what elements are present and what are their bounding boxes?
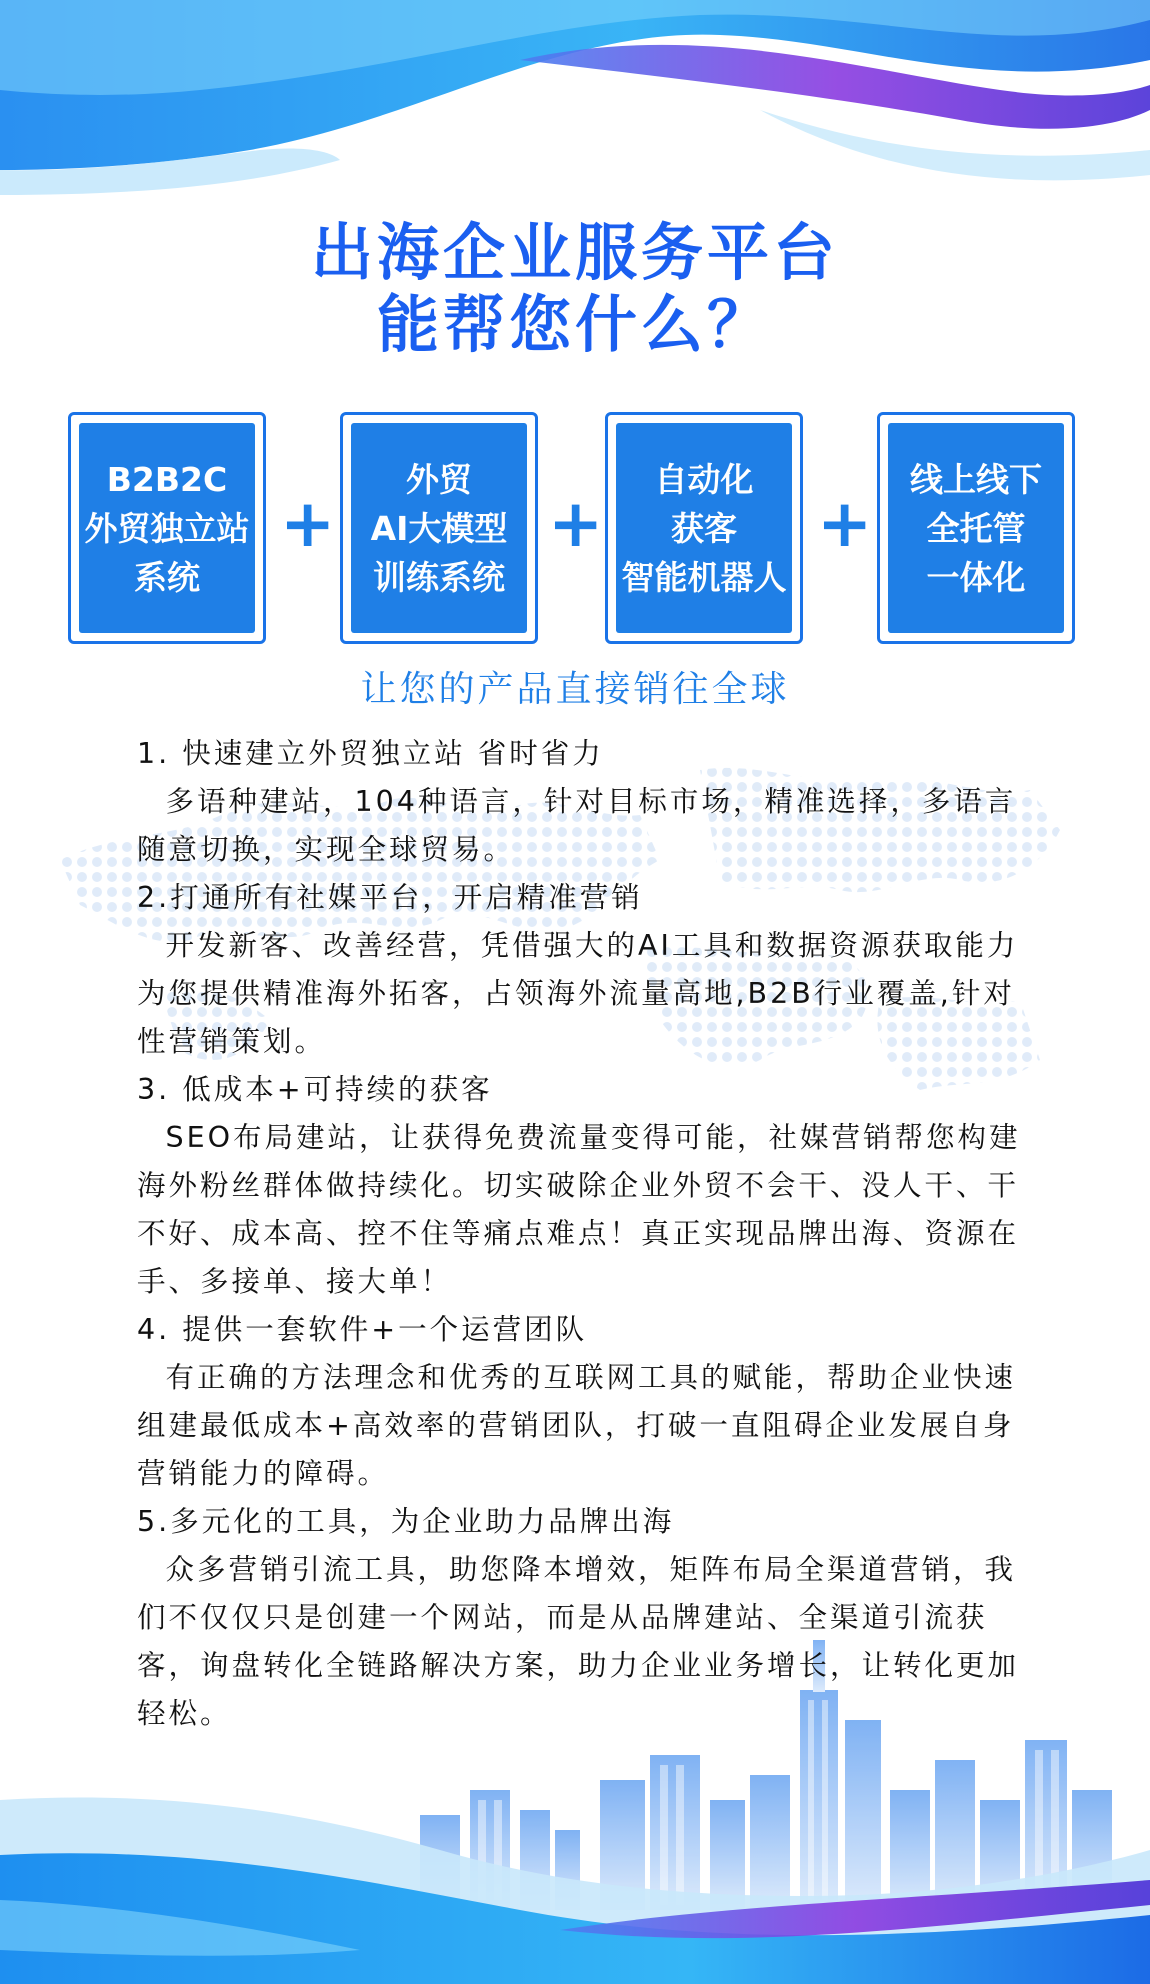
plus-icon: + <box>548 485 604 562</box>
section-heading: 4. 提供一套软件+一个运营团队 <box>137 1313 588 1346</box>
section-heading: 3. 低成本+可持续的获客 <box>137 1073 493 1106</box>
section-body: 开发新客、改善经营，凭借强大的AI工具和数据资源获取能力为您提供精准海外拓客，占领海外流量高地,B2B行业覆盖,针对性营销策划。 <box>137 929 1019 1058</box>
section-body: 众多营销引流工具，助您降本增效，矩阵布局全渠道营销，我们不仅仅只是创建一个网站，而是从品牌建站、全渠道引流获客，询盘转化全链路解决方案，助力企业业务增长，让转化更加轻松。 <box>137 1553 1020 1730</box>
section-body: 有正确的方法理念和优秀的互联网工具的赋能，帮助企业快速组建最低成本+高效率的营销团队，打破一直阻碍企业发展自身营销能力的障碍。 <box>137 1361 1017 1490</box>
feature-box-line: 训练系统 <box>373 557 505 597</box>
feature-box-line: 系统 <box>134 557 200 597</box>
feature-box-line: 一体化 <box>926 557 1026 597</box>
page-title-line-2: 能帮您什么？ <box>376 288 773 361</box>
feature-box-line: B2B2C <box>106 459 228 499</box>
feature-box-b2b2c <box>68 412 266 644</box>
feature-box-line: 线上线下 <box>910 459 1042 499</box>
section-heading: 2.打通所有社媒平台，开启精准营销 <box>137 881 643 914</box>
page-title-line-1: 出海企业服务平台 <box>310 216 839 289</box>
section-heading: 5.多元化的工具，为企业助力品牌出海 <box>137 1505 675 1538</box>
section-heading: 1. 快速建立外贸独立站 省时省力 <box>137 737 604 770</box>
feature-box-hosting <box>877 412 1075 644</box>
feature-box-line: AI大模型 <box>370 508 508 548</box>
feature-box-line: 全托管 <box>926 508 1026 548</box>
feature-box-robot <box>605 412 803 644</box>
plus-icon: + <box>817 485 873 562</box>
feature-box-line: 外贸独立站 <box>84 508 250 548</box>
section-body: SEO布局建站，让获得免费流量变得可能，社媒营销帮您构建海外粉丝群体做持续化。切实破除企业外贸不会干、没人干、干不好、成本高、控不住等痛点难点！真正实现品牌出海、资源在手、多接单、接大单！ <box>137 1121 1021 1298</box>
subtitle: 让您的产品直接销往全球 <box>360 669 790 710</box>
feature-box-line: 自动化 <box>654 459 754 499</box>
content-body <box>137 730 1037 1738</box>
section-body: 多语种建站，104种语言，针对目标市场，精准选择，多语言随意切换，实现全球贸易。 <box>137 785 1017 866</box>
feature-box-ai-model <box>340 412 538 644</box>
feature-box-line: 智能机器人 <box>621 557 787 597</box>
plus-icon: + <box>280 485 336 562</box>
feature-box-line: 外贸 <box>406 459 472 499</box>
feature-box-line: 获客 <box>671 508 737 548</box>
